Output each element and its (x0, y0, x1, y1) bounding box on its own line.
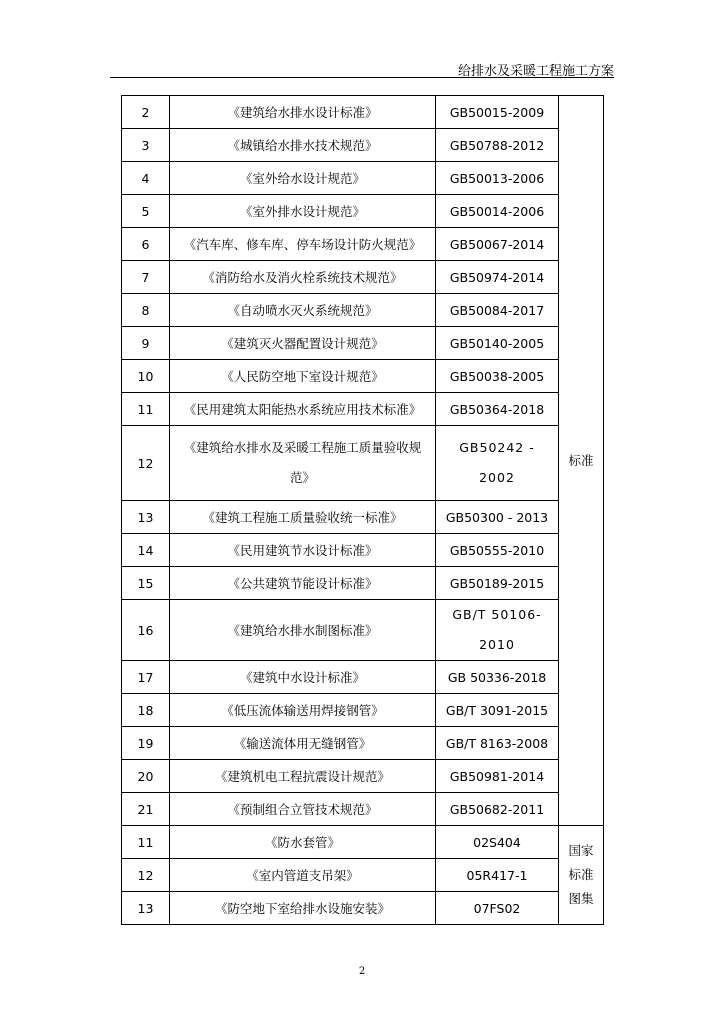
row-number: 20 (122, 760, 170, 793)
standard-code (436, 600, 559, 661)
standard-code: GB50189-2015 (436, 567, 559, 600)
table-row (122, 162, 604, 195)
table-row (122, 859, 604, 892)
standard-code: GB50140-2005 (436, 327, 559, 360)
table-row (122, 694, 604, 727)
row-number: 6 (122, 228, 170, 261)
standard-name: 《防空地下室给排水设施安装》 (170, 892, 436, 925)
standard-code: GB50014-2006 (436, 195, 559, 228)
table-row (122, 228, 604, 261)
table-row (122, 426, 604, 501)
table-row (122, 892, 604, 925)
row-number: 21 (122, 793, 170, 826)
table-row (122, 534, 604, 567)
category-label-line: 国家 (568, 843, 594, 858)
category-label-line: 图集 (568, 891, 594, 906)
standard-code: GB50015-2009 (436, 96, 559, 129)
standard-name: 《人民防空地下室设计规范》 (170, 360, 436, 393)
row-number: 4 (122, 162, 170, 195)
standard-code: GB50067-2014 (436, 228, 559, 261)
row-number: 12 (122, 859, 170, 892)
standard-name: 《输送流体用无缝钢管》 (170, 727, 436, 760)
standard-name: 《民用建筑节水设计标准》 (170, 534, 436, 567)
table-row (122, 96, 604, 129)
table-row (122, 129, 604, 162)
standard-name: 《低压流体输送用焊接钢管》 (170, 694, 436, 727)
standard-name: 《公共建筑节能设计标准》 (170, 567, 436, 600)
row-number: 3 (122, 129, 170, 162)
standard-code: GB50364-2018 (436, 393, 559, 426)
row-number: 5 (122, 195, 170, 228)
standard-name: 《建筑机电工程抗震设计规范》 (170, 760, 436, 793)
standard-name: 《建筑中水设计标准》 (170, 661, 436, 694)
row-number: 13 (122, 892, 170, 925)
table-row (122, 727, 604, 760)
category-cell (559, 96, 604, 826)
standard-name: 《建筑灭火器配置设计规范》 (170, 327, 436, 360)
standard-name: 《民用建筑太阳能热水系统应用技术标准》 (170, 393, 436, 426)
row-number: 13 (122, 501, 170, 534)
standard-code: GB50555-2010 (436, 534, 559, 567)
standard-name: 《汽车库、修车库、停车场设计防火规范》 (170, 228, 436, 261)
category-cell (559, 826, 604, 925)
row-number: 9 (122, 327, 170, 360)
standard-code (436, 426, 559, 501)
row-number: 11 (122, 826, 170, 859)
standards-table (121, 95, 604, 925)
table-row (122, 393, 604, 426)
standard-code: GB50013-2006 (436, 162, 559, 195)
row-number: 17 (122, 661, 170, 694)
standard-name (170, 426, 436, 501)
standard-code: GB50788-2012 (436, 129, 559, 162)
standard-name: 《城镇给水排水技术规范》 (170, 129, 436, 162)
row-number: 18 (122, 694, 170, 727)
row-number: 10 (122, 360, 170, 393)
standard-name: 《室外给水设计规范》 (170, 162, 436, 195)
category-label-line: 标准 (568, 867, 594, 882)
standard-code-line: 2010 (479, 637, 515, 652)
table-row (122, 360, 604, 393)
page-number: 2 (358, 966, 366, 977)
table-row (122, 760, 604, 793)
standard-name-line: 范》 (289, 470, 315, 485)
table-row (122, 294, 604, 327)
standard-code: GB50084-2017 (436, 294, 559, 327)
table-row (122, 600, 604, 661)
standard-name: 《消防给水及消火栓系统技术规范》 (170, 261, 436, 294)
row-number: 7 (122, 261, 170, 294)
standard-name: 《防水套管》 (170, 826, 436, 859)
standard-name: 《建筑给水排水制图标准》 (170, 600, 436, 661)
header-rule (110, 77, 614, 78)
standard-name: 《自动喷水灭火系统规范》 (170, 294, 436, 327)
page-header-title: 给排水及采暖工程施工方案 (457, 64, 614, 79)
table-row (122, 327, 604, 360)
row-number: 15 (122, 567, 170, 600)
table-row (122, 261, 604, 294)
standard-code-line: GB/T 50106- (452, 607, 542, 622)
standard-code-line: GB50242 - (459, 440, 535, 455)
table-row (122, 567, 604, 600)
row-number: 11 (122, 393, 170, 426)
standard-code: GB/T 8163-2008 (436, 727, 559, 760)
standard-code: 02S404 (436, 826, 559, 859)
table-row (122, 501, 604, 534)
row-number: 19 (122, 727, 170, 760)
table-row (122, 793, 604, 826)
table-row (122, 826, 604, 859)
standard-code-line: 2002 (479, 470, 515, 485)
row-number: 2 (122, 96, 170, 129)
row-number: 12 (122, 426, 170, 501)
category-label: 标准 (568, 452, 594, 468)
standard-name: 《建筑给水排水设计标准》 (170, 96, 436, 129)
standard-code: GB50974-2014 (436, 261, 559, 294)
standard-name-line: 《建筑给水排水及采暖工程施工质量验收规 (183, 440, 422, 455)
standard-code: 05R417-1 (436, 859, 559, 892)
standard-code: 07FS02 (436, 892, 559, 925)
table-row (122, 661, 604, 694)
standard-code: GB50981-2014 (436, 760, 559, 793)
standard-code: GB 50336-2018 (436, 661, 559, 694)
standard-code: GB50038-2005 (436, 360, 559, 393)
row-number: 14 (122, 534, 170, 567)
standard-name: 《建筑工程施工质量验收统一标准》 (170, 501, 436, 534)
standard-name: 《室内管道支吊架》 (170, 859, 436, 892)
standard-code: GB50300 - 2013 (436, 501, 559, 534)
standard-name: 《预制组合立管技术规范》 (170, 793, 436, 826)
table-row (122, 195, 604, 228)
standard-code: GB50682-2011 (436, 793, 559, 826)
row-number: 16 (122, 600, 170, 661)
standard-code: GB/T 3091-2015 (436, 694, 559, 727)
row-number: 8 (122, 294, 170, 327)
standard-name: 《室外排水设计规范》 (170, 195, 436, 228)
